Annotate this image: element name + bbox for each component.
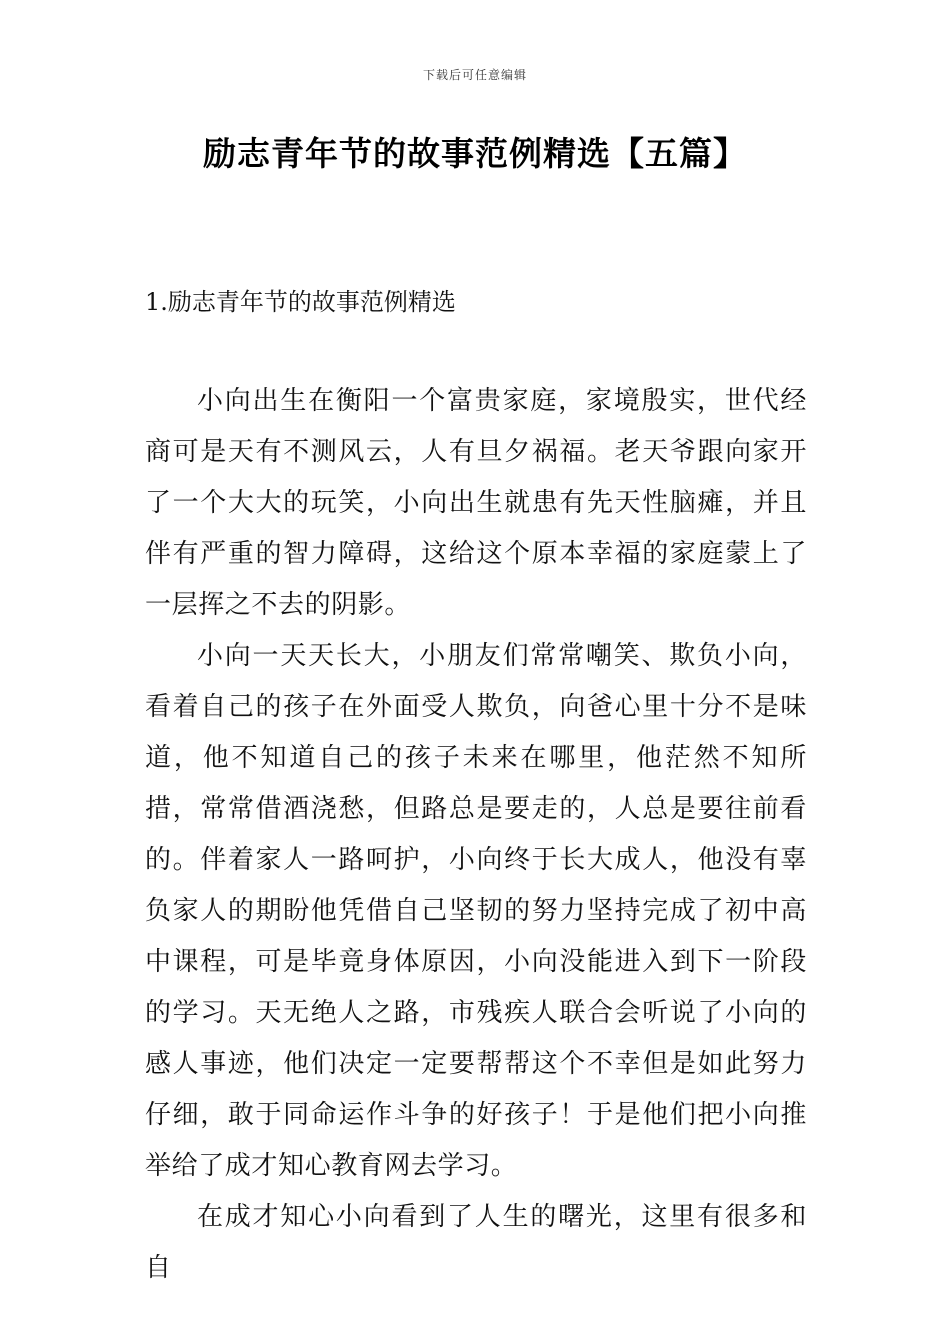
paragraph: 在成才知心小向看到了人生的曙光，这里有很多和自 — [145, 1202, 807, 1283]
paragraph: 小向出生在衡阳一个富贵家庭，家境殷实，世代经商可是天有不测风云，人有旦夕祸福。老天爷跟向家开了一个大大的玩笑，小向出生就患有先天性脑瘫，并且伴有严重的智力障碍，这给这个原本幸福的家庭蒙上了一层挥之不去的阴影。 — [145, 386, 807, 620]
header-note: 下载后可任意编辑 — [422, 68, 527, 82]
paragraph: 小向一天天长大，小朋友们常常嘲笑、欺负小向，看着自己的孩子在外面受人欺负，向爸心里十分不是味道，他不知道自己的孩子未来在哪里，他茫然不知所措，常常借酒浇愁，但路总是要走的，人总是要往前看的。伴着家人一路呵护，小向终于长大成人，他没有辜负家人的期盼他凭借自己坚韧的努力坚持完成了初中高中课程，可是毕竟身体原因，小向没能进入到下一阶段的学习。天无绝人之路，市残疾人联合会听说了小向的感人事迹，他们决定一定要帮帮这个不幸但是如此努力仔细，敢于同命运作斗争的好孩子！于是他们把小向推举给了成才知心教育网去学习。 — [145, 641, 807, 1181]
section-heading: 1.励志青年节的故事范例精选 — [145, 288, 456, 316]
body-text — [145, 376, 807, 1294]
document-title: 励志青年节的故事范例精选【五篇】 — [203, 134, 747, 173]
